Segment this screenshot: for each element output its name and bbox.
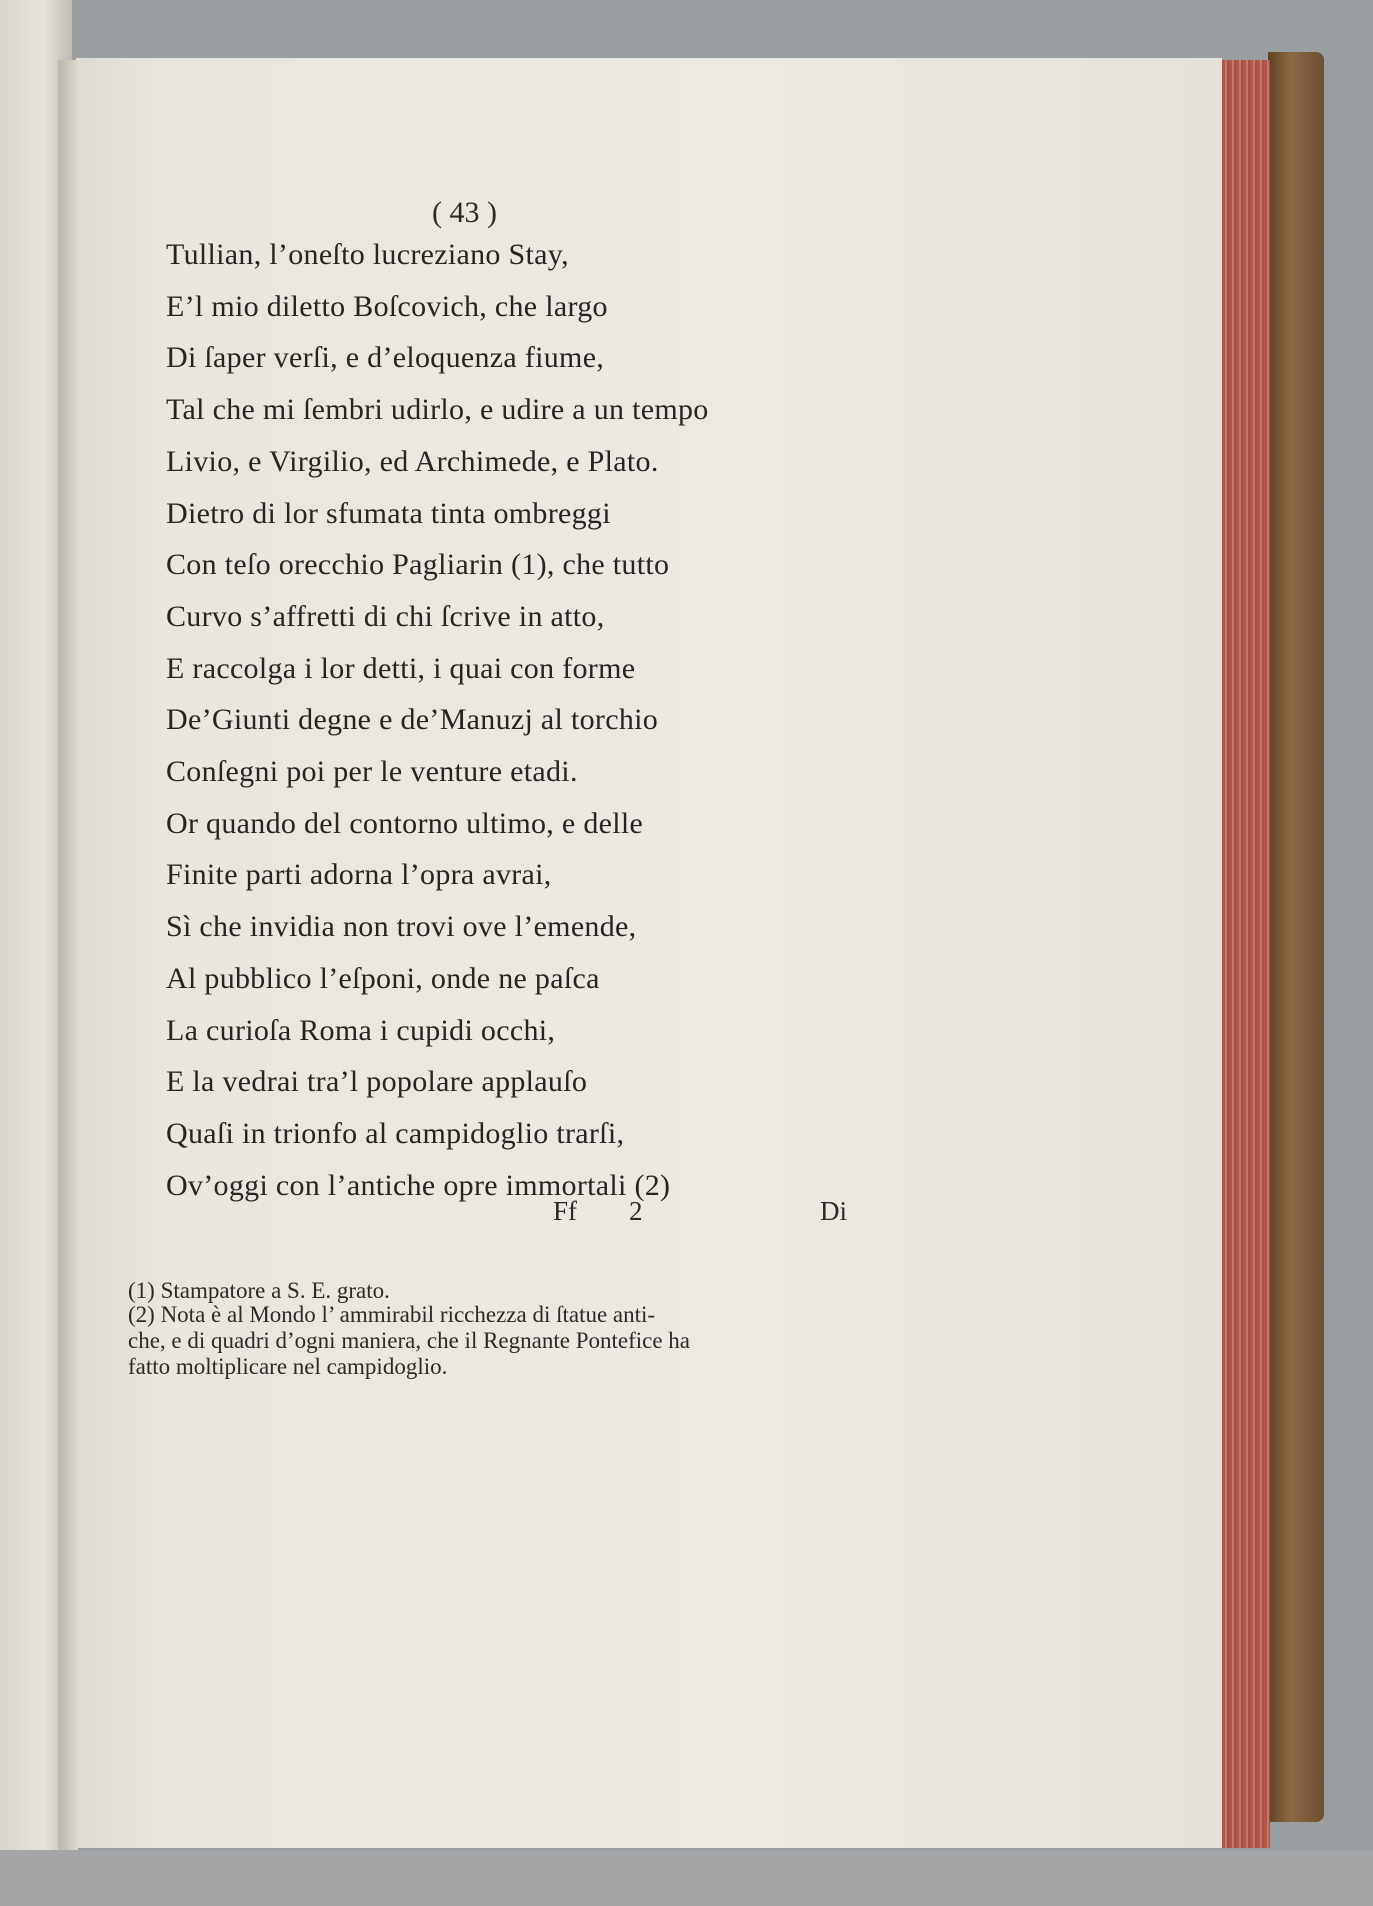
verse-line: De’Giunti degne e de’Manuzj al torchio	[166, 703, 659, 737]
signature-number: 2	[629, 1196, 643, 1226]
footnote-2: (2) Nota è al Mondo l’ ammirabil ricchezza di ſtatue anti-	[128, 1302, 656, 1327]
verse-line: Sì che invidia non trovi ove l’emende,	[166, 910, 637, 944]
background-surface	[0, 1850, 1373, 1906]
red-page-edges	[1222, 60, 1270, 1848]
verse-line: Livio, e Virgilio, ed Archimede, e Plato.	[166, 444, 659, 478]
verse-line: Con teſo orecchio Pagliarin (1), che tutto	[166, 548, 670, 582]
footnote-2-continued: che, e di quadri d’ogni maniera, che il Regnante Pontefice ha	[128, 1328, 691, 1353]
verse-line: Ov’oggi con l’antiche opre immortali (2)	[166, 1168, 671, 1202]
verse-line: Tal che mi ſembri udirlo, e udire a un tempo	[166, 393, 709, 427]
verse-line: Di ſaper verſi, e d’eloquenza fiume,	[166, 341, 605, 375]
verse-line: E la vedrai tra’l popolare applauſo	[166, 1065, 588, 1099]
footnote-2-end: fatto moltiplicare nel campidoglio.	[128, 1354, 448, 1379]
verse-line: Conſegni poi per le venture etadi.	[166, 755, 578, 788]
page-number: ( 43 )	[432, 196, 497, 229]
verse-line: Curvo s’affretti di chi ſcrive in atto,	[166, 599, 605, 633]
verse-line: Quaſi in trionfo al campidoglio trarſi,	[166, 1116, 625, 1150]
catchword: Di	[820, 1196, 847, 1226]
book-gutter	[58, 60, 78, 1850]
verse-line: Tullian, l’oneſto lucreziano Stay,	[166, 238, 569, 271]
verse-line: E raccolga i lor detti, i quai con forme	[166, 651, 636, 685]
verse-line: Al pubblico l’eſponi, onde ne paſca	[166, 961, 600, 995]
book-page	[76, 58, 1222, 1848]
verse-line: La curioſa Roma i cupidi occhi,	[166, 1013, 556, 1047]
signature-mark: Ff	[553, 1196, 578, 1226]
footnote-1: (1) Stampatore a S. E. grato.	[128, 1278, 390, 1303]
verse-line: Finite parti adorna l’opra avrai,	[166, 858, 552, 892]
book-cover-edge	[1268, 52, 1324, 1822]
verse-line: Dietro di lor sfumata tinta ombreggi	[166, 496, 611, 530]
verse-line: Or quando del contorno ultimo, e delle	[166, 806, 644, 840]
verse-line: E’l mio diletto Boſcovich, che largo	[166, 289, 608, 323]
